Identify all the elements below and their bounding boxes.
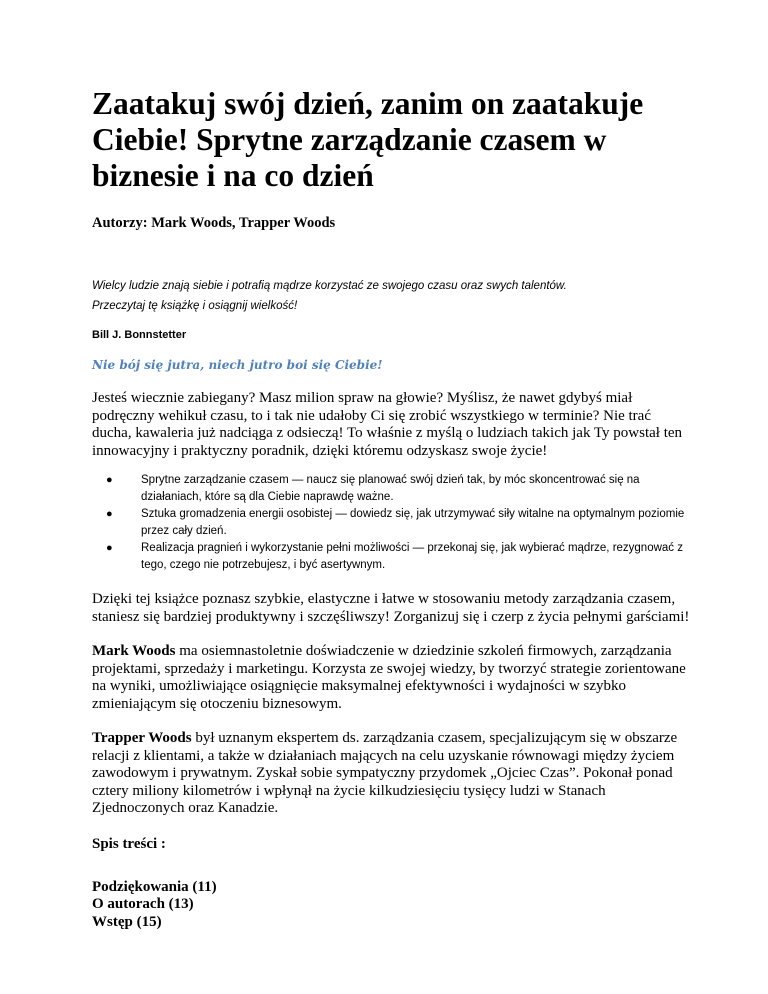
intro-paragraph: Jesteś wiecznie zabiegany? Masz milion spraw na głowie? Myślisz, że nawet gdybyś miał podręczny wehikuł czasu, to i tak nie udałoby Ci się zrobić wszystkiego w terminie? Nie trać ducha, kawaleria już nadciąga z odsieczą! To właśnie z myślą o ludziach takich jak Ty powstał ten innowacyjny i praktyczny poradnik, dzięki któremu odzyskasz swoje życie! (92, 390, 683, 459)
document-page (92, 86, 692, 931)
bullet-icon: ● (106, 508, 113, 520)
toc-title: Spis treści : (92, 835, 166, 852)
bio-trapper-name: Trapper Woods (92, 730, 192, 746)
list-item (106, 506, 692, 540)
bio-mark-paragraph (92, 643, 692, 713)
document-title: Zaatakuj swój dzień, zanim on zaatakuje Ciebie! Sprytne zarządzanie czasem w biznesie i na co dzień (92, 86, 644, 193)
summary-paragraph: Dzięki tej książce poznasz szybkie, elastyczne i łatwe w stosowaniu metody zarządzania czasem, staniesz się bardziej produktywny i szczęśliwszy! Zorganizuj się i czerp z życia pełnymi garściami! (92, 591, 690, 625)
list-item-text: Sztuka gromadzenia energii osobistej — dowiedz się, jak utrzymywać siły witalne na optymalnym poziomie przez cały dzień. (141, 508, 685, 537)
list-item-text: Realizacja pragnień i wykorzystanie pełni możliwości — przekonaj się, jak wybierać mądrze, rezygnować z tego, czego nie potrzebujesz, i być asertywnym. (141, 542, 683, 571)
quote-block (92, 276, 692, 316)
toc-item: Wstęp (15) (92, 913, 162, 930)
list-item (106, 540, 692, 574)
toc-item: Podziękowania (11) (92, 878, 217, 895)
bio-mark-name: Mark Woods (92, 643, 176, 659)
toc-item: O autorach (13) (92, 896, 194, 912)
list-item-text: Sprytne zarządzanie czasem — naucz się planować swój dzień tak, by móc skoncentrować się na działaniach, które są dla Ciebie naprawdę ważne. (141, 474, 640, 503)
feature-list (92, 472, 692, 574)
bio-trapper-text: był uznanym ekspertem ds. zarządzania czasem, specjalizującym się w obszarze relacji z klientami, a także w działaniach mających na celu uzyskanie równowagi między życiem zawodowym i prywatnym. Zyskał sobie sympatyczny przydomek „Ojciec Czas”. Pokonał ponad cztery miliony kilometrów i wpłynął na życie kilkudziesięciu tysięcy ludzi w Stanach Zjednoczonych oraz Kanadzie. (92, 730, 678, 816)
quote-author: Bill J. Bonnstetter (92, 329, 187, 341)
motto: Nie bój się jutra, niech jutro boi się Ciebie! (92, 358, 383, 372)
quote-line: Wielcy ludzie znają siebie i potrafią mądrze korzystać ze swojego czasu oraz swych talentów. (92, 280, 567, 292)
list-item (106, 472, 692, 506)
bio-trapper-paragraph (92, 730, 692, 818)
bio-mark-text: ma osiemnastoletnie doświadczenie w dziedzinie szkoleń firmowych, zarządzania projektami, sprzedaży i marketingu. Korzysta ze swojej wiedzy, by tworzyć strategie zorientowane na wyniki, umożliwiające osiągnięcie maksymalnej efektywności i wydajności w szybko zmieniającym się otoczeniu biznesowym. (92, 643, 686, 712)
bullet-icon: ● (106, 542, 113, 554)
bullet-icon: ● (106, 474, 113, 486)
quote-line: Przeczytaj tę książkę i osiągnij wielkość! (92, 300, 298, 312)
authors-line: Autorzy: Mark Woods, Trapper Woods (92, 215, 336, 231)
table-of-contents (92, 879, 692, 932)
